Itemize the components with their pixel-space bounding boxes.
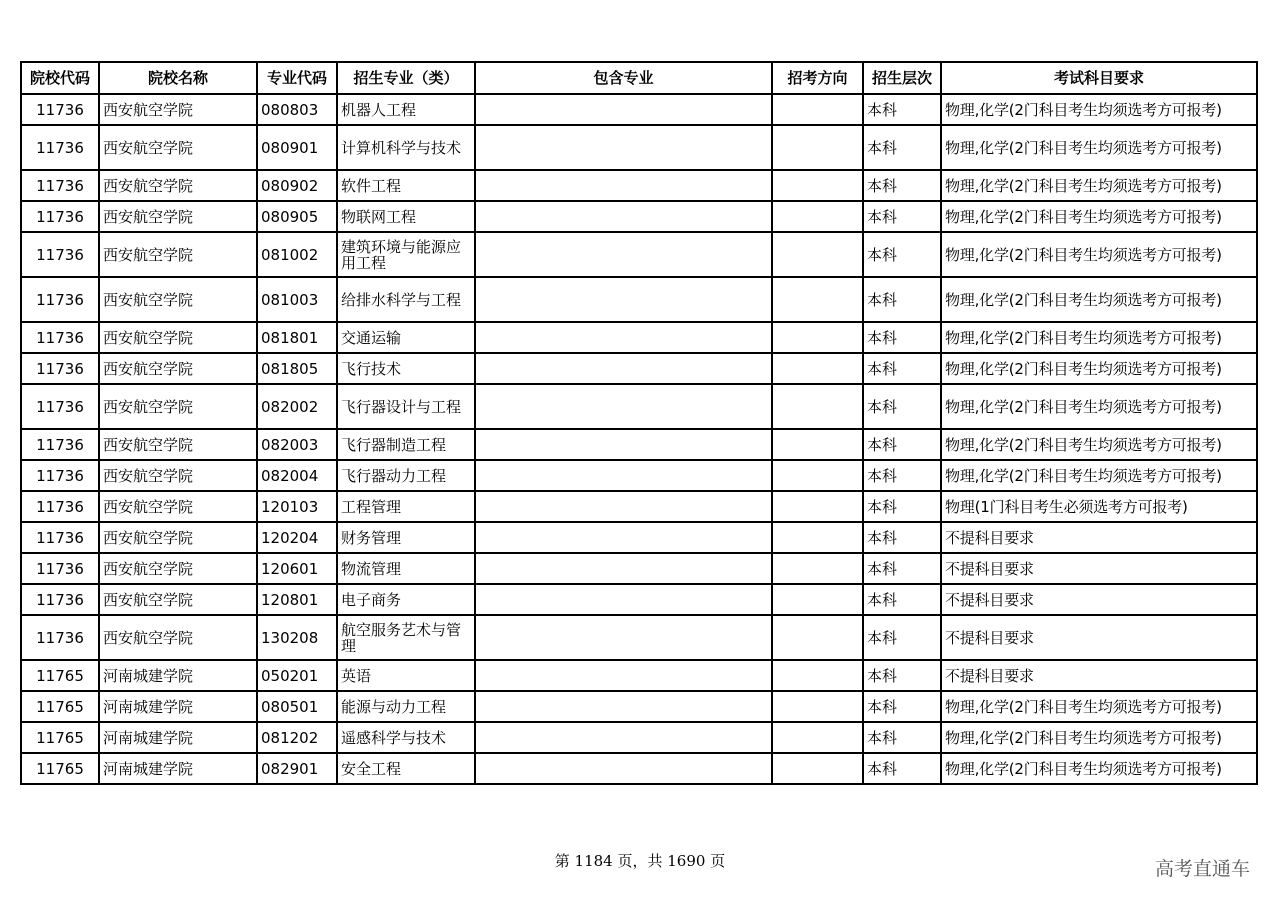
cell-major: 飞行技术 — [337, 353, 475, 384]
cell-subject-requirement: 物理,化学(2门科目考生均须选考方可报考) — [941, 384, 1257, 429]
cell-level: 本科 — [863, 522, 941, 553]
cell-major: 飞行器动力工程 — [337, 460, 475, 491]
cell-subject-requirement: 物理,化学(2门科目考生均须选考方可报考) — [941, 429, 1257, 460]
cell-major-code: 082004 — [257, 460, 337, 491]
cell-school-code: 11736 — [21, 232, 99, 277]
admission-table — [20, 61, 1258, 785]
cell-school-code: 11736 — [21, 277, 99, 322]
cell-direction — [772, 232, 863, 277]
cell-school-name: 西安航空学院 — [99, 322, 257, 353]
cell-major-code: 082003 — [257, 429, 337, 460]
cell-level: 本科 — [863, 232, 941, 277]
cell-included-majors — [475, 460, 772, 491]
cell-major: 计算机科学与技术 — [337, 125, 475, 170]
table-row — [21, 460, 1257, 491]
cell-school-name: 西安航空学院 — [99, 353, 257, 384]
cell-included-majors — [475, 125, 772, 170]
cell-major: 建筑环境与能源应用工程 — [337, 232, 475, 277]
cell-school-code: 11736 — [21, 125, 99, 170]
page-number: 第 1184 页，共 1690 页 — [554, 852, 726, 870]
cell-included-majors — [475, 584, 772, 615]
cell-major-code: 080902 — [257, 170, 337, 201]
cell-direction — [772, 615, 863, 660]
cell-direction — [772, 584, 863, 615]
header-included-majors: 包含专业 — [475, 62, 772, 94]
table-row — [21, 277, 1257, 322]
table-body — [21, 94, 1257, 784]
cell-included-majors — [475, 722, 772, 753]
cell-major-code: 050201 — [257, 660, 337, 691]
cell-direction — [772, 94, 863, 125]
cell-school-name: 西安航空学院 — [99, 384, 257, 429]
cell-level: 本科 — [863, 691, 941, 722]
table-row — [21, 322, 1257, 353]
header-major: 招生专业（类） — [337, 62, 475, 94]
cell-subject-requirement: 物理,化学(2门科目考生均须选考方可报考) — [941, 232, 1257, 277]
cell-major-code: 130208 — [257, 615, 337, 660]
cell-school-name: 西安航空学院 — [99, 429, 257, 460]
cell-major: 飞行器设计与工程 — [337, 384, 475, 429]
cell-subject-requirement: 不提科目要求 — [941, 660, 1257, 691]
cell-school-code: 11736 — [21, 429, 99, 460]
cell-included-majors — [475, 94, 772, 125]
cell-direction — [772, 691, 863, 722]
cell-included-majors — [475, 522, 772, 553]
cell-school-code: 11736 — [21, 522, 99, 553]
table-row — [21, 553, 1257, 584]
table-row — [21, 491, 1257, 522]
cell-major-code: 081801 — [257, 322, 337, 353]
cell-major: 物流管理 — [337, 553, 475, 584]
cell-level: 本科 — [863, 201, 941, 232]
cell-direction — [772, 277, 863, 322]
cell-included-majors — [475, 615, 772, 660]
cell-school-code: 11736 — [21, 553, 99, 584]
cell-school-code: 11765 — [21, 691, 99, 722]
header-direction: 招考方向 — [772, 62, 863, 94]
cell-major-code: 120601 — [257, 553, 337, 584]
cell-school-name: 西安航空学院 — [99, 201, 257, 232]
cell-major: 电子商务 — [337, 584, 475, 615]
cell-included-majors — [475, 322, 772, 353]
cell-level: 本科 — [863, 722, 941, 753]
cell-subject-requirement: 不提科目要求 — [941, 584, 1257, 615]
cell-direction — [772, 753, 863, 784]
cell-subject-requirement: 物理,化学(2门科目考生均须选考方可报考) — [941, 753, 1257, 784]
table-row — [21, 522, 1257, 553]
cell-school-name: 西安航空学院 — [99, 491, 257, 522]
cell-school-code: 11765 — [21, 753, 99, 784]
cell-major: 物联网工程 — [337, 201, 475, 232]
cell-included-majors — [475, 660, 772, 691]
cell-major: 航空服务艺术与管理 — [337, 615, 475, 660]
cell-subject-requirement: 物理,化学(2门科目考生均须选考方可报考) — [941, 722, 1257, 753]
cell-direction — [772, 322, 863, 353]
cell-school-name: 西安航空学院 — [99, 615, 257, 660]
cell-major-code: 081003 — [257, 277, 337, 322]
cell-level: 本科 — [863, 584, 941, 615]
cell-school-name: 河南城建学院 — [99, 691, 257, 722]
cell-subject-requirement: 物理,化学(2门科目考生均须选考方可报考) — [941, 322, 1257, 353]
cell-major: 飞行器制造工程 — [337, 429, 475, 460]
cell-school-name: 河南城建学院 — [99, 753, 257, 784]
cell-included-majors — [475, 553, 772, 584]
cell-school-code: 11765 — [21, 660, 99, 691]
cell-major-code: 120103 — [257, 491, 337, 522]
header-major-code: 专业代码 — [257, 62, 337, 94]
cell-subject-requirement: 物理,化学(2门科目考生均须选考方可报考) — [941, 460, 1257, 491]
cell-level: 本科 — [863, 94, 941, 125]
table-row — [21, 384, 1257, 429]
cell-included-majors — [475, 353, 772, 384]
cell-included-majors — [475, 277, 772, 322]
cell-level: 本科 — [863, 491, 941, 522]
table-row — [21, 201, 1257, 232]
cell-level: 本科 — [863, 660, 941, 691]
table-row — [21, 353, 1257, 384]
cell-major-code: 082002 — [257, 384, 337, 429]
cell-major-code: 080803 — [257, 94, 337, 125]
cell-major-code: 120801 — [257, 584, 337, 615]
cell-subject-requirement: 不提科目要求 — [941, 522, 1257, 553]
cell-direction — [772, 522, 863, 553]
cell-school-name: 河南城建学院 — [99, 722, 257, 753]
cell-school-name: 西安航空学院 — [99, 460, 257, 491]
cell-major: 交通运输 — [337, 322, 475, 353]
cell-level: 本科 — [863, 125, 941, 170]
cell-included-majors — [475, 384, 772, 429]
table-row — [21, 170, 1257, 201]
cell-school-name: 西安航空学院 — [99, 553, 257, 584]
cell-school-code: 11736 — [21, 353, 99, 384]
header-row — [21, 62, 1257, 94]
cell-major: 遥感科学与技术 — [337, 722, 475, 753]
cell-level: 本科 — [863, 753, 941, 784]
header-subject-requirement: 考试科目要求 — [941, 62, 1257, 94]
cell-school-code: 11736 — [21, 201, 99, 232]
cell-school-name: 西安航空学院 — [99, 170, 257, 201]
cell-direction — [772, 660, 863, 691]
cell-major: 机器人工程 — [337, 94, 475, 125]
cell-major: 安全工程 — [337, 753, 475, 784]
cell-included-majors — [475, 201, 772, 232]
cell-direction — [772, 384, 863, 429]
cell-level: 本科 — [863, 460, 941, 491]
table-row — [21, 615, 1257, 660]
cell-subject-requirement: 物理(1门科目考生必须选考方可报考) — [941, 491, 1257, 522]
cell-school-name: 西安航空学院 — [99, 232, 257, 277]
cell-major-code: 080905 — [257, 201, 337, 232]
cell-major-code: 082901 — [257, 753, 337, 784]
cell-level: 本科 — [863, 615, 941, 660]
cell-school-code: 11736 — [21, 322, 99, 353]
cell-level: 本科 — [863, 384, 941, 429]
cell-school-code: 11736 — [21, 615, 99, 660]
cell-school-name: 河南城建学院 — [99, 660, 257, 691]
cell-direction — [772, 460, 863, 491]
header-level: 招生层次 — [863, 62, 941, 94]
cell-direction — [772, 722, 863, 753]
cell-school-code: 11736 — [21, 94, 99, 125]
cell-school-code: 11736 — [21, 384, 99, 429]
cell-level: 本科 — [863, 353, 941, 384]
cell-major: 英语 — [337, 660, 475, 691]
cell-subject-requirement: 不提科目要求 — [941, 553, 1257, 584]
cell-school-name: 西安航空学院 — [99, 125, 257, 170]
cell-major-code: 081202 — [257, 722, 337, 753]
table-row — [21, 125, 1257, 170]
cell-direction — [772, 429, 863, 460]
cell-major: 软件工程 — [337, 170, 475, 201]
table-row — [21, 660, 1257, 691]
cell-major-code: 080501 — [257, 691, 337, 722]
cell-school-code: 11736 — [21, 491, 99, 522]
cell-subject-requirement: 物理,化学(2门科目考生均须选考方可报考) — [941, 691, 1257, 722]
cell-included-majors — [475, 429, 772, 460]
cell-subject-requirement: 物理,化学(2门科目考生均须选考方可报考) — [941, 125, 1257, 170]
cell-major-code: 081805 — [257, 353, 337, 384]
cell-school-name: 西安航空学院 — [99, 584, 257, 615]
cell-major-code: 080901 — [257, 125, 337, 170]
header-school-name: 院校名称 — [99, 62, 257, 94]
table-row — [21, 691, 1257, 722]
cell-major: 给排水科学与工程 — [337, 277, 475, 322]
cell-included-majors — [475, 753, 772, 784]
table-row — [21, 722, 1257, 753]
cell-major: 能源与动力工程 — [337, 691, 475, 722]
cell-school-code: 11736 — [21, 584, 99, 615]
cell-direction — [772, 201, 863, 232]
table-row — [21, 753, 1257, 784]
table-row — [21, 429, 1257, 460]
cell-included-majors — [475, 491, 772, 522]
cell-school-code: 11736 — [21, 460, 99, 491]
header-school-code: 院校代码 — [21, 62, 99, 94]
cell-subject-requirement: 物理,化学(2门科目考生均须选考方可报考) — [941, 94, 1257, 125]
cell-direction — [772, 353, 863, 384]
cell-school-name: 西安航空学院 — [99, 522, 257, 553]
cell-subject-requirement: 物理,化学(2门科目考生均须选考方可报考) — [941, 277, 1257, 322]
cell-included-majors — [475, 232, 772, 277]
table-row — [21, 94, 1257, 125]
cell-level: 本科 — [863, 277, 941, 322]
cell-major: 工程管理 — [337, 491, 475, 522]
cell-major-code: 081002 — [257, 232, 337, 277]
cell-level: 本科 — [863, 322, 941, 353]
cell-level: 本科 — [863, 429, 941, 460]
cell-subject-requirement: 物理,化学(2门科目考生均须选考方可报考) — [941, 170, 1257, 201]
table-row — [21, 232, 1257, 277]
cell-major-code: 120204 — [257, 522, 337, 553]
cell-direction — [772, 491, 863, 522]
cell-included-majors — [475, 691, 772, 722]
cell-included-majors — [475, 170, 772, 201]
cell-major: 财务管理 — [337, 522, 475, 553]
cell-school-code: 11736 — [21, 170, 99, 201]
table-row — [21, 584, 1257, 615]
cell-level: 本科 — [863, 170, 941, 201]
cell-school-code: 11765 — [21, 722, 99, 753]
watermark: 高考直通车 — [1154, 858, 1250, 880]
cell-school-name: 西安航空学院 — [99, 277, 257, 322]
cell-direction — [772, 125, 863, 170]
cell-subject-requirement: 物理,化学(2门科目考生均须选考方可报考) — [941, 201, 1257, 232]
cell-direction — [772, 170, 863, 201]
cell-subject-requirement: 物理,化学(2门科目考生均须选考方可报考) — [941, 353, 1257, 384]
cell-school-name: 西安航空学院 — [99, 94, 257, 125]
cell-level: 本科 — [863, 553, 941, 584]
cell-subject-requirement: 不提科目要求 — [941, 615, 1257, 660]
cell-direction — [772, 553, 863, 584]
